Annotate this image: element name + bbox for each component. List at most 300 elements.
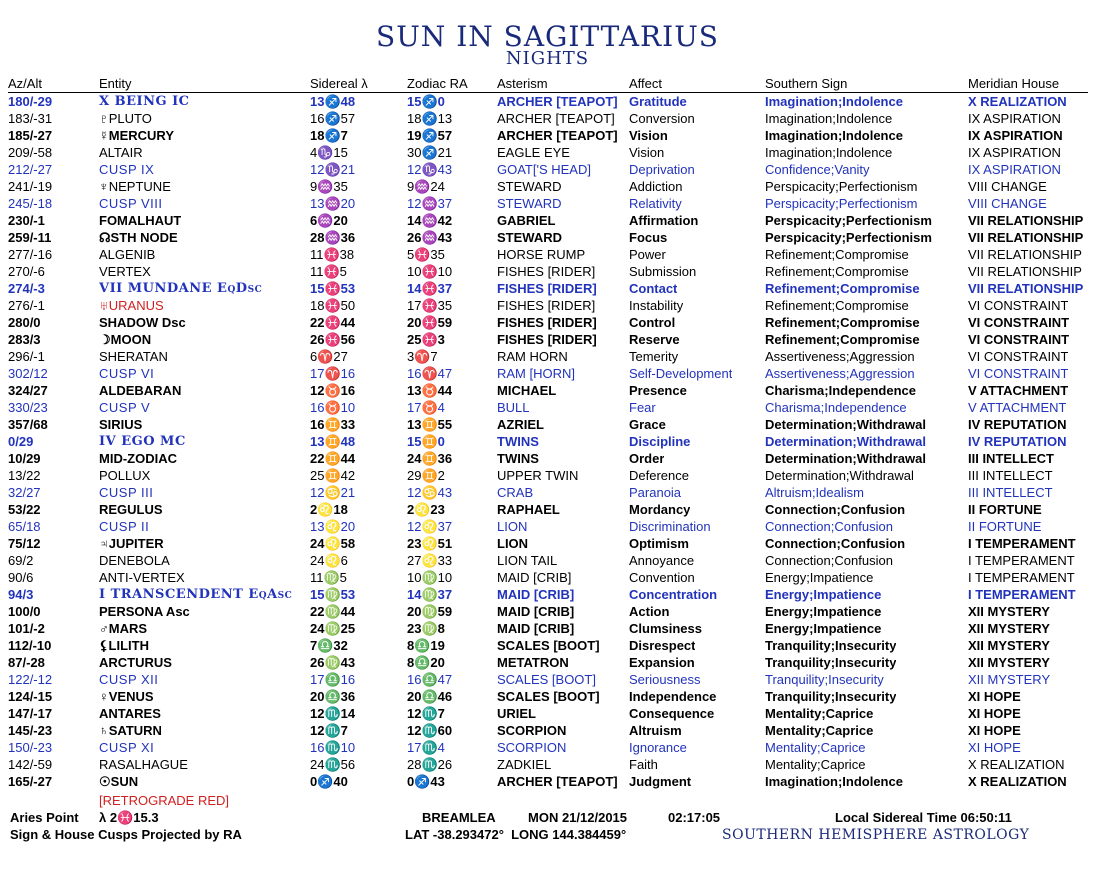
- cell-southern-sign: Connection;Confusion: [765, 502, 906, 517]
- cell-zodiac-ra: 9♒24: [407, 179, 445, 194]
- cell-asterism: FISHES [RIDER]: [497, 264, 596, 279]
- cell-meridian-house: X REALIZATION: [968, 94, 1067, 109]
- cell-az-alt: 124/-15: [8, 689, 53, 704]
- cell-southern-sign: Confidence;Vanity: [765, 162, 870, 177]
- cell-zodiac-ra: 12♌37: [407, 519, 453, 534]
- cell-southern-sign: Charisma;Independence: [765, 383, 916, 398]
- cell-entity: DENEBOLA: [99, 553, 170, 568]
- cell-sidereal: 12♑21: [310, 162, 356, 177]
- cell-sidereal: 17♈16: [310, 366, 356, 381]
- cell-zodiac-ra: 14♒42: [407, 213, 453, 228]
- cell-affect: Affirmation: [629, 213, 699, 228]
- cell-asterism: LION: [497, 536, 529, 551]
- cell-az-alt: 230/-1: [8, 213, 45, 228]
- cell-meridian-house: I TEMPERAMENT: [968, 570, 1075, 585]
- cell-entity: CUSP III: [99, 485, 154, 500]
- cell-az-alt: 142/-59: [8, 757, 53, 772]
- cell-asterism: RAM [HORN]: [497, 366, 575, 381]
- cell-zodiac-ra: 25♓3: [407, 332, 445, 347]
- cell-affect: Temerity: [629, 349, 679, 364]
- cell-zodiac-ra: 13♉44: [407, 383, 453, 398]
- cell-affect: Independence: [629, 689, 717, 704]
- cell-asterism: FISHES [RIDER]: [497, 315, 597, 330]
- cell-southern-sign: Imagination;Indolence: [765, 94, 903, 109]
- cell-entity: CUSP XII: [99, 672, 159, 687]
- cell-zodiac-ra: 2♌23: [407, 502, 445, 517]
- cell-entity: FOMALHAUT: [99, 213, 182, 228]
- cell-sidereal: 13♒20: [310, 196, 356, 211]
- cell-southern-sign: Altruism;Idealism: [765, 485, 864, 500]
- cell-sidereal: 24♏56: [310, 757, 356, 772]
- cell-affect: Disrespect: [629, 638, 696, 653]
- cell-affect: Presence: [629, 383, 687, 398]
- table-row: [8, 331, 1088, 348]
- table-row: [8, 365, 1088, 382]
- cell-meridian-house: V ATTACHMENT: [968, 383, 1069, 398]
- cell-affect: Seriousness: [629, 672, 701, 687]
- table-row: [8, 654, 1088, 671]
- cell-affect: Discipline: [629, 434, 691, 449]
- cell-meridian-house: XII MYSTERY: [968, 621, 1050, 636]
- cell-zodiac-ra: 23♌51: [407, 536, 453, 551]
- cell-sidereal: 12♏7: [310, 723, 348, 738]
- cell-entity: ALDEBARAN: [99, 383, 182, 398]
- cell-entity: CUSP V: [99, 400, 151, 415]
- cell-entity: ALGENIB: [99, 247, 156, 262]
- table-row: [8, 161, 1088, 178]
- cell-affect: Addiction: [629, 179, 683, 194]
- cell-entity: ♇PLUTO: [99, 111, 152, 126]
- cell-sidereal: 20♎36: [310, 689, 356, 704]
- cell-affect: Grace: [629, 417, 666, 432]
- cell-affect: Self-Development: [629, 366, 733, 381]
- cell-meridian-house: XI HOPE: [968, 740, 1021, 755]
- cell-asterism: TWINS: [497, 451, 539, 466]
- cell-meridian-house: VI CONSTRAINT: [968, 349, 1069, 364]
- cell-affect: Expansion: [629, 655, 695, 670]
- cell-entity: CUSP XI: [99, 740, 155, 755]
- cell-sidereal: 15♍53: [310, 587, 356, 602]
- cell-asterism: MAID [CRIB]: [497, 570, 572, 585]
- cell-southern-sign: Determination;Withdrawal: [765, 417, 926, 432]
- cell-zodiac-ra: 17♉4: [407, 400, 445, 415]
- table-body: [8, 93, 1088, 790]
- cell-meridian-house: I TEMPERAMENT: [968, 536, 1076, 551]
- cell-asterism: ARCHER [TEAPOT]: [497, 128, 618, 143]
- cell-zodiac-ra: 20♓59: [407, 315, 453, 330]
- cell-southern-sign: Tranquility;Insecurity: [765, 689, 897, 704]
- cell-affect: Order: [629, 451, 665, 466]
- cell-entity: X BEING IC: [99, 94, 190, 109]
- cell-sidereal: 11♓5: [310, 264, 347, 279]
- cell-entity: VERTEX: [99, 264, 151, 279]
- table-row: [8, 382, 1088, 399]
- cell-entity: I TRANSCENDENT EqAsc: [99, 587, 293, 602]
- cell-zodiac-ra: 26♒43: [407, 230, 453, 245]
- cell-asterism: RAPHAEL: [497, 502, 560, 517]
- cell-az-alt: 183/-31: [8, 111, 53, 126]
- cell-asterism: FISHES [RIDER]: [497, 332, 597, 347]
- cell-zodiac-ra: 8♎19: [407, 638, 445, 653]
- cell-zodiac-ra: 24♊36: [407, 451, 453, 466]
- cell-meridian-house: IX ASPIRATION: [968, 111, 1061, 126]
- cell-sidereal: 16♐57: [310, 111, 356, 126]
- cell-zodiac-ra: 12♋43: [407, 485, 453, 500]
- cell-az-alt: 150/-23: [8, 740, 53, 755]
- table-row: [8, 263, 1088, 280]
- retrograde-note: [RETROGRADE RED]: [99, 793, 230, 808]
- cell-entity: VII MUNDANE EqDsc: [99, 281, 263, 296]
- cell-sidereal: 22♓44: [310, 315, 356, 330]
- cell-zodiac-ra: 17♓35: [407, 298, 453, 313]
- cell-az-alt: 87/-28: [8, 655, 45, 670]
- date: MON 21/12/2015: [528, 810, 628, 825]
- table-row: [8, 501, 1088, 518]
- cell-zodiac-ra: 30♐21: [407, 145, 453, 160]
- page-subtitle: NIGHTS: [505, 48, 590, 69]
- table-row: [8, 416, 1088, 433]
- cell-meridian-house: VII RELATIONSHIP: [968, 213, 1084, 228]
- cell-entity: SIRIUS: [99, 417, 143, 432]
- cell-zodiac-ra: 5♓35: [407, 247, 445, 262]
- cell-affect: Control: [629, 315, 676, 330]
- cell-az-alt: 65/18: [8, 519, 41, 534]
- cell-zodiac-ra: 13♊55: [407, 417, 453, 432]
- table-row: [8, 535, 1088, 552]
- table-row: [8, 433, 1088, 450]
- cell-meridian-house: IX ASPIRATION: [968, 162, 1061, 177]
- cell-affect: Action: [629, 604, 670, 619]
- table-row: [8, 756, 1088, 773]
- table-row: [8, 246, 1088, 263]
- cell-asterism: AZRIEL: [497, 417, 544, 432]
- cell-zodiac-ra: 12♑43: [407, 162, 453, 177]
- cell-asterism: ARCHER [TEAPOT]: [497, 774, 618, 789]
- cell-sidereal: 25♊42: [310, 468, 356, 483]
- cell-zodiac-ra: 19♐57: [407, 128, 453, 143]
- cell-entity: SHADOW Dsc: [99, 315, 186, 330]
- cell-az-alt: 209/-58: [8, 145, 53, 160]
- cell-asterism: GOAT['S HEAD]: [497, 162, 591, 177]
- cell-asterism: ARCHER [TEAPOT]: [497, 111, 615, 126]
- cell-az-alt: 357/68: [8, 417, 48, 432]
- header-southern-sign: Southern Sign: [765, 76, 848, 91]
- cell-zodiac-ra: 20♍59: [407, 604, 453, 619]
- cell-sidereal: 9♒35: [310, 179, 348, 194]
- cell-southern-sign: Perspicacity;Perfectionism: [765, 179, 918, 194]
- cusps-note: Sign & House Cusps Projected by RA: [10, 827, 242, 842]
- cell-southern-sign: Refinement;Compromise: [765, 247, 909, 262]
- cell-southern-sign: Assertiveness;Aggression: [765, 349, 915, 364]
- cell-affect: Vision: [629, 128, 668, 143]
- cell-southern-sign: Connection;Confusion: [765, 536, 906, 551]
- cell-zodiac-ra: 15♊0: [407, 434, 445, 449]
- cell-affect: Ignorance: [629, 740, 687, 755]
- cell-meridian-house: VI CONSTRAINT: [968, 315, 1070, 330]
- cell-meridian-house: III INTELLECT: [968, 451, 1054, 466]
- table-row: [8, 671, 1088, 688]
- cell-affect: Faith: [629, 757, 658, 772]
- cell-asterism: FISHES [RIDER]: [497, 281, 597, 296]
- cell-entity: ♂MARS: [99, 621, 148, 636]
- cell-sidereal: 22♊44: [310, 451, 356, 466]
- cell-affect: Relativity: [629, 196, 682, 211]
- cell-zodiac-ra: 15♐0: [407, 94, 445, 109]
- cell-asterism: ARCHER [TEAPOT]: [497, 94, 618, 109]
- cell-sidereal: 6♒20: [310, 213, 348, 228]
- cell-az-alt: 330/23: [8, 400, 48, 415]
- cell-az-alt: 165/-27: [8, 774, 53, 789]
- cell-affect: Judgment: [629, 774, 692, 789]
- cell-entity: POLLUX: [99, 468, 151, 483]
- cell-az-alt: 69/2: [8, 553, 34, 568]
- cell-asterism: STEWARD: [497, 179, 562, 194]
- cell-sidereal: 2♌18: [310, 502, 348, 517]
- cell-sidereal: 24♌58: [310, 536, 356, 551]
- cell-affect: Altruism: [629, 723, 682, 738]
- cell-asterism: BULL: [497, 400, 530, 415]
- cell-meridian-house: VIII CHANGE: [968, 196, 1047, 211]
- cell-meridian-house: V ATTACHMENT: [968, 400, 1067, 415]
- cell-az-alt: 259/-11: [8, 230, 52, 245]
- cell-asterism: LION TAIL: [497, 553, 558, 568]
- cell-zodiac-ra: 0♐43: [407, 774, 445, 789]
- cell-az-alt: 122/-12: [8, 672, 53, 687]
- cell-asterism: TWINS: [497, 434, 539, 449]
- cell-sidereal: 13♌20: [310, 519, 356, 534]
- cell-meridian-house: XII MYSTERY: [968, 604, 1050, 619]
- cell-az-alt: 296/-1: [8, 349, 45, 364]
- cell-asterism: STEWARD: [497, 230, 562, 245]
- cell-zodiac-ra: 29♊2: [407, 468, 445, 483]
- cell-affect: Power: [629, 247, 666, 262]
- cell-asterism: UPPER TWIN: [497, 468, 579, 483]
- cell-meridian-house: VII RELATIONSHIP: [968, 281, 1084, 296]
- aries-point-value: λ 2♓15.3: [99, 810, 159, 825]
- cell-zodiac-ra: 28♏26: [407, 757, 453, 772]
- cell-meridian-house: IX ASPIRATION: [968, 145, 1061, 160]
- cell-entity: CUSP II: [99, 519, 150, 534]
- cell-asterism: CRAB: [497, 485, 534, 500]
- cell-entity: ♀VENUS: [99, 689, 154, 704]
- cell-meridian-house: VII RELATIONSHIP: [968, 247, 1082, 262]
- table-row: [8, 110, 1088, 127]
- cell-southern-sign: Refinement;Compromise: [765, 264, 909, 279]
- cell-meridian-house: XII MYSTERY: [968, 638, 1050, 653]
- cell-meridian-house: XII MYSTERY: [968, 655, 1050, 670]
- cell-sidereal: 18♐7: [310, 128, 348, 143]
- table-row: [8, 348, 1088, 365]
- table-row: [8, 178, 1088, 195]
- cell-southern-sign: Tranquility;Insecurity: [765, 672, 884, 687]
- cell-zodiac-ra: 14♓37: [407, 281, 453, 296]
- cell-entity: MID-ZODIAC: [99, 451, 177, 466]
- cell-sidereal: 13♐48: [310, 94, 356, 109]
- cell-southern-sign: Tranquility;Insecurity: [765, 655, 897, 670]
- table-row: [8, 552, 1088, 569]
- cell-meridian-house: III INTELLECT: [968, 485, 1053, 500]
- cell-asterism: SCORPION: [497, 740, 567, 755]
- cell-affect: Reserve: [629, 332, 680, 347]
- cell-southern-sign: Perspicacity;Perfectionism: [765, 230, 932, 245]
- cell-affect: Mordancy: [629, 502, 691, 517]
- cell-meridian-house: X REALIZATION: [968, 774, 1067, 789]
- cell-zodiac-ra: 12♏7: [407, 706, 445, 721]
- cell-meridian-house: IX ASPIRATION: [968, 128, 1063, 143]
- cell-asterism: FISHES [RIDER]: [497, 298, 596, 313]
- cell-asterism: HORSE RUMP: [497, 247, 586, 262]
- sidereal-time: Local Sidereal Time 06:50:11: [835, 810, 1012, 825]
- cell-zodiac-ra: 12♒37: [407, 196, 453, 211]
- cell-sidereal: 17♎16: [310, 672, 356, 687]
- cell-meridian-house: VIII CHANGE: [968, 179, 1047, 194]
- cell-affect: Contact: [629, 281, 678, 296]
- cell-entity: RASALHAGUE: [99, 757, 188, 772]
- cell-meridian-house: VI CONSTRAINT: [968, 298, 1069, 313]
- cell-southern-sign: Energy;Impatience: [765, 604, 882, 619]
- cell-az-alt: 276/-1: [8, 298, 45, 313]
- cell-affect: Paranoia: [629, 485, 682, 500]
- cell-affect: Focus: [629, 230, 668, 245]
- cell-affect: Annoyance: [629, 553, 695, 568]
- cell-southern-sign: Tranquility;Insecurity: [765, 638, 897, 653]
- cell-southern-sign: Energy;Impatience: [765, 587, 882, 602]
- table-row: [8, 297, 1088, 314]
- cell-entity: ALTAIR: [99, 145, 143, 160]
- table-row: [8, 195, 1088, 212]
- cell-sidereal: 12♏14: [310, 706, 356, 721]
- cell-meridian-house: III INTELLECT: [968, 468, 1053, 483]
- cell-az-alt: 270/-6: [8, 264, 45, 279]
- cell-sidereal: 15♓53: [310, 281, 356, 296]
- cell-affect: Gratitude: [629, 94, 687, 109]
- cell-az-alt: 94/3: [8, 587, 34, 602]
- cell-affect: Clumsiness: [629, 621, 702, 636]
- cell-meridian-house: VII RELATIONSHIP: [968, 230, 1084, 245]
- table-row: [8, 620, 1088, 637]
- cell-meridian-house: X REALIZATION: [968, 757, 1065, 772]
- cell-zodiac-ra: 27♌33: [407, 553, 453, 568]
- cell-sidereal: 22♍44: [310, 604, 356, 619]
- cell-sidereal: 24♌6: [310, 553, 348, 568]
- cell-az-alt: 241/-19: [8, 179, 53, 194]
- cell-southern-sign: Perspicacity;Perfectionism: [765, 213, 932, 228]
- cell-southern-sign: Imagination;Indolence: [765, 774, 903, 789]
- cell-asterism: SCALES [BOOT]: [497, 638, 600, 653]
- cell-zodiac-ra: 3♈7: [407, 349, 438, 364]
- cell-entity: ARCTURUS: [99, 655, 172, 670]
- table-row: [8, 773, 1088, 790]
- cell-sidereal: 26♍43: [310, 655, 356, 670]
- cell-meridian-house: I TEMPERAMENT: [968, 553, 1075, 568]
- cell-affect: Deprivation: [629, 162, 695, 177]
- cell-zodiac-ra: 17♏4: [407, 740, 445, 755]
- cell-entity: ♃JUPITER: [99, 536, 164, 551]
- cell-meridian-house: VII RELATIONSHIP: [968, 264, 1082, 279]
- cell-az-alt: 112/-10: [8, 638, 52, 653]
- cell-southern-sign: Imagination;Indolence: [765, 128, 903, 143]
- cell-affect: Instability: [629, 298, 684, 313]
- cell-asterism: LION: [497, 519, 528, 534]
- cell-meridian-house: XI HOPE: [968, 706, 1021, 721]
- cell-az-alt: 302/12: [8, 366, 48, 381]
- cell-meridian-house: XII MYSTERY: [968, 672, 1051, 687]
- cell-entity: ⚸LILITH: [99, 638, 149, 653]
- cell-southern-sign: Connection;Confusion: [765, 553, 893, 568]
- cell-southern-sign: Refinement;Compromise: [765, 298, 909, 313]
- cell-affect: Conversion: [629, 111, 695, 126]
- table-row: [8, 603, 1088, 620]
- cell-az-alt: 147/-17: [8, 706, 53, 721]
- cell-southern-sign: Imagination;Indolence: [765, 145, 893, 160]
- cell-entity: ANTI-VERTEX: [99, 570, 185, 585]
- lat-long: LAT -38.293472° LONG 144.384459°: [405, 827, 627, 842]
- cell-sidereal: 12♋21: [310, 485, 356, 500]
- cell-meridian-house: XI HOPE: [968, 723, 1021, 738]
- cell-sidereal: 16♉10: [310, 400, 356, 415]
- cell-sidereal: 24♍25: [310, 621, 356, 636]
- cell-asterism: MAID [CRIB]: [497, 621, 575, 636]
- cell-az-alt: 145/-23: [8, 723, 53, 738]
- table-row: [8, 212, 1088, 229]
- cell-affect: Deference: [629, 468, 689, 483]
- page-title: SUN IN SAGITTARIUS: [376, 20, 719, 53]
- cell-zodiac-ra: 14♍37: [407, 587, 453, 602]
- cell-southern-sign: Assertiveness;Aggression: [765, 366, 915, 381]
- table-row: [8, 229, 1088, 246]
- header-meridian-house: Meridian House: [968, 76, 1060, 91]
- cell-asterism: METATRON: [497, 655, 569, 670]
- cell-sidereal: 28♒36: [310, 230, 356, 245]
- cell-southern-sign: Refinement;Compromise: [765, 332, 920, 347]
- cell-sidereal: 16♊33: [310, 417, 356, 432]
- cell-meridian-house: II FORTUNE: [968, 519, 1042, 534]
- cell-asterism: EAGLE EYE: [497, 145, 570, 160]
- cell-southern-sign: Charisma;Independence: [765, 400, 907, 415]
- cell-southern-sign: Imagination;Indolence: [765, 111, 893, 126]
- cell-southern-sign: Refinement;Compromise: [765, 315, 920, 330]
- cell-sidereal: 7♎32: [310, 638, 348, 653]
- cell-entity: CUSP VIII: [99, 196, 163, 211]
- cell-southern-sign: Determination;Withdrawal: [765, 468, 914, 483]
- cell-entity: ♄SATURN: [99, 723, 162, 738]
- cell-zodiac-ra: 18♐13: [407, 111, 453, 126]
- cell-az-alt: 100/0: [8, 604, 41, 619]
- table-row: [8, 569, 1088, 586]
- cell-asterism: MAID [CRIB]: [497, 587, 575, 602]
- cell-affect: Vision: [629, 145, 665, 160]
- cell-az-alt: 324/27: [8, 383, 48, 398]
- cell-az-alt: 13/22: [8, 468, 41, 483]
- cell-southern-sign: Mentality;Caprice: [765, 740, 866, 755]
- table-row: [8, 739, 1088, 756]
- cell-affect: Discrimination: [629, 519, 711, 534]
- table-row: [8, 144, 1088, 161]
- cell-entity: ♅URANUS: [99, 298, 164, 313]
- cell-entity: IV EGO MC: [99, 434, 186, 449]
- cell-meridian-house: VI CONSTRAINT: [968, 332, 1070, 347]
- cell-az-alt: 283/3: [8, 332, 41, 347]
- header-entity: Entity: [99, 76, 132, 91]
- cell-southern-sign: Perspicacity;Perfectionism: [765, 196, 918, 211]
- cell-southern-sign: Energy;Impatience: [765, 621, 882, 636]
- cell-entity: SHERATAN: [99, 349, 168, 364]
- brand: SOUTHERN HEMISPHERE ASTROLOGY: [722, 827, 1030, 843]
- cell-sidereal: 16♏10: [310, 740, 356, 755]
- header-sidereal: Sidereal λ: [310, 76, 368, 91]
- cell-meridian-house: I TEMPERAMENT: [968, 587, 1076, 602]
- table-row: [8, 450, 1088, 467]
